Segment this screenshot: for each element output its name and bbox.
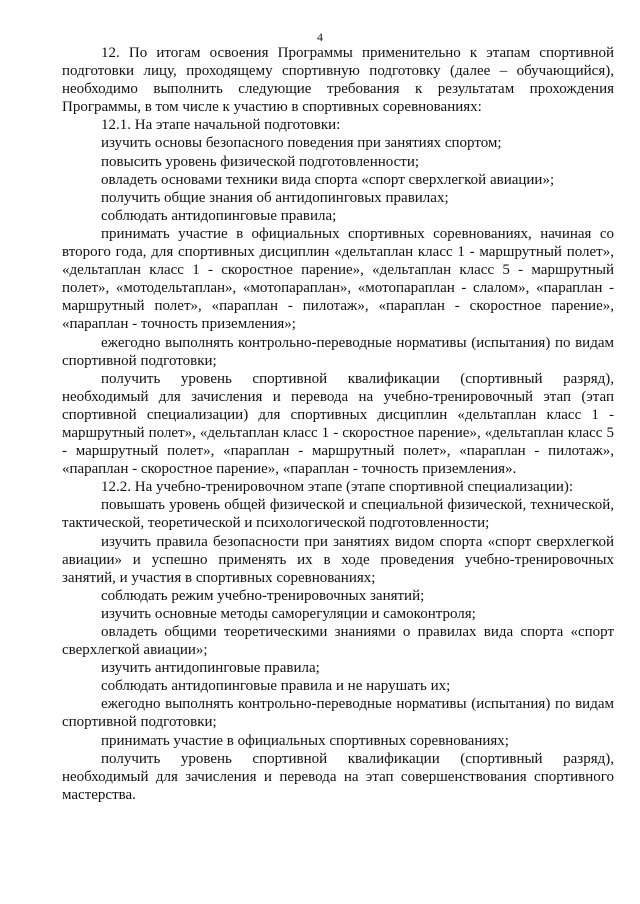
document-body [62,44,614,804]
list-item: повышать уровень общей физической и специальной физической, технической, тактической, теоретической и психологической подготовленности; [62,497,614,532]
list-item: принимать участие в официальных спортивных соревнованиях; [101,732,509,749]
heading-training-stage: 12.2. На учебно-тренировочном этапе (этапе спортивной специализации): [101,479,574,496]
list-item: изучить правила безопасности при занятиях видом спорта «спорт сверхлегкой авиации» и успешно применять их в ходе проведения учебно-тренировочных занятий, и участия в спортивных соревнованиях; [62,533,614,586]
list-item: изучить основы безопасного поведения при занятиях спортом; [101,135,502,152]
list-item: ежегодно выполнять контрольно-переводные нормативы (испытания) по видам спортивной подготовки; [62,334,614,369]
list-item: овладеть основами техники вида спорта «спорт сверхлегкой авиации»; [101,171,555,188]
list-item: изучить антидопинговые правила; [101,660,320,677]
list-item: получить общие знания об антидопинговых правилах; [101,189,449,206]
list-item: изучить основные методы саморегуляции и самоконтроля; [101,605,476,622]
list-item: соблюдать антидопинговые правила; [101,207,337,224]
list-item: соблюдать антидопинговые правила и не нарушать их; [101,678,451,695]
list-item: соблюдать режим учебно-тренировочных занятий; [101,587,425,604]
list-item: получить уровень спортивной квалификации (спортивный разряд), необходимый для зачисления и перевода на учебно-тренировочный этап (этап спортивной специализации) для спортивных дисциплин «дельтаплан класс 1 - маршрутный полет», «дельтаплан класс 1 - скоростное парение», «дельтаплан класс 5 - маршрутный полет», «параплан - маршрутный полет», «параплан - пилотаж», «параплан - скоростное парение», «параплан - точность приземления». [62,370,614,478]
list-item: овладеть общими теоретическими знаниями о правилах вида спорта «спорт сверхлегкой авиации»; [62,624,614,659]
list-item: повысить уровень физической подготовленности; [101,153,420,170]
page-number: 4 [317,30,323,44]
list-item: ежегодно выполнять контрольно-переводные нормативы (испытания) по видам спортивной подготовки; [62,696,614,731]
list-item: принимать участие в официальных спортивных соревнованиях, начиная со второго года, для спортивных дисциплин «дельтаплан класс 1 - маршрутный полет», «дельтаплан класс 1 - скоростное парение», «дельтаплан класс 5 - маршрутный полет», «мотодельтаплан», «мотопараплан», «мотопараплан - слалом», «параплан - маршрутный полет», «параплан - пилотаж», «параплан - скоростное парение», «параплан - точность приземления»; [62,225,614,333]
heading-initial-stage: 12.1. На этапе начальной подготовки: [101,117,341,134]
paragraph-results-requirements: 12. По итогам освоения Программы применительно к этапам спортивной подготовки лицу, проходящему спортивную подготовку (далее – обучающийся), необходимо выполнить следующие требования к результатам прохождения Программы, в том числе к участию в спортивных соревнованиях: [62,45,614,116]
list-item: получить уровень спортивной квалификации (спортивный разряд), необходимый для зачисления и перевода на этап совершенствования спортивного мастерства. [62,750,614,803]
